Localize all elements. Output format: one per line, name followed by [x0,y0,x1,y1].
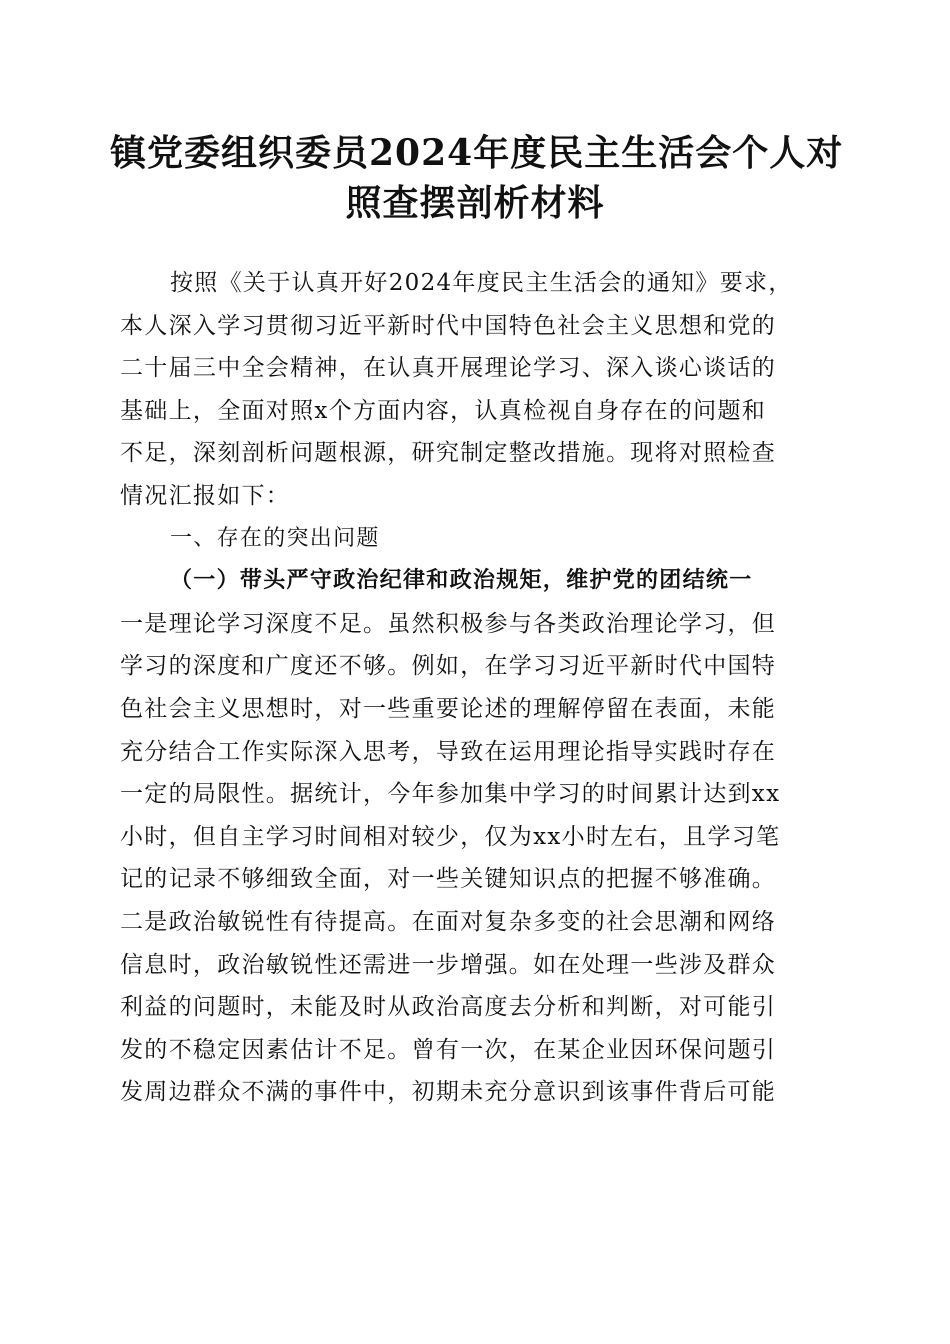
document-title [110,128,844,228]
paragraph-line: 充分结合工作实际深入思考，导致在运用理论指导实践时存在 [120,738,777,765]
paragraph-line: 二是政治敏锐性有待提高。在面对复杂多变的社会思潮和网络 [120,908,777,935]
paragraph-line: 本人深入学习贯彻习近平新时代中国特色社会主义思想和党的 [120,312,777,339]
paragraph-line: 不足，深刻剖析问题根源，研究制定整改措施。现将对照检查 [120,440,777,467]
paragraph-line: 发周边群众不满的事件中，初期未充分意识到该事件背后可能 [120,1079,777,1106]
paragraph-line: 小时，但自主学习时间相对较少，仅为xx小时左右，且学习笔 [120,823,781,850]
subsection-heading: （一）带头严守政治纪律和政治规矩，维护党的团结统一 [170,568,753,594]
paragraph-line: 信息时，政治敏锐性还需进一步增强。如在处理一些涉及群众 [120,951,777,978]
paragraph-line: 发的不稳定因素估计不足。曾有一次，在某企业因环保问题引 [120,1036,777,1063]
paragraph-line: 记的记录不够细致全面，对一些关键知识点的把握不够准确。 [120,866,777,893]
paragraph-line: 按照《关于认真开好2024年度民主生活会的通知》要求， [170,270,793,296]
section-heading: 一、存在的突出问题 [170,525,380,551]
title-line: 照查摆剖析材料 [345,182,605,224]
paragraph-line: 一定的局限性。据统计，今年参加集中学习的时间累计达到xx [120,781,781,808]
paragraph-line: 学习的深度和广度还不够。例如，在学习习近平新时代中国特 [120,653,777,680]
title-line: 镇党委组织委员2024年度民主生活会个人对 [110,132,844,174]
paragraph-line: 情况汇报如下： [120,482,291,509]
paragraph-line: 二十届三中全会精神，在认真开展理论学习、深入谈心谈话的 [120,355,777,382]
paragraph-line: 利益的问题时，未能及时从政治高度去分析和判断，对可能引 [120,994,777,1021]
document-body [120,262,832,1114]
paragraph-line: 一是理论学习深度不足。虽然积极参与各类政治理论学习，但 [120,610,777,637]
paragraph-line: 色社会主义思想时，对一些重要论述的理解停留在表面，未能 [120,695,777,722]
paragraph-line: 基础上，全面对照x个方面内容，认真检视自身存在的问题和 [120,397,767,424]
